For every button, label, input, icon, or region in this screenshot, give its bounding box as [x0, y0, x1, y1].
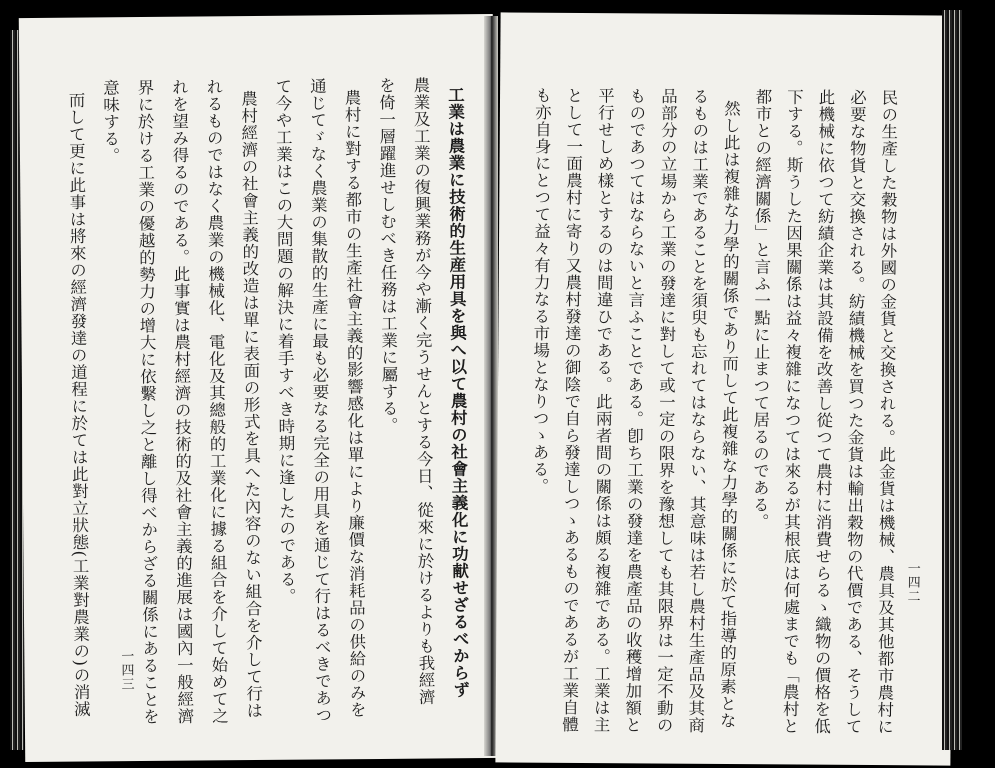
- right-page-text: [495, 12, 955, 765]
- left-page-text-line: 通じてゞなく農業の集散的生產に最も必要なる完全の用具を通じて行はるべきであつ: [307, 77, 332, 724]
- left-page-text-line: 而して更に此事は將來の經濟發達の道程に於ては此對立狀態(工業對農業の)の消滅: [65, 91, 91, 718]
- left-page-text-line: 農村經濟の社會主義的改造は單に表面の形式を具へた內容のない組合を介して行は: [238, 90, 263, 720]
- left-page-text-line: て今や工業はこの大問題の解決に着手すべき時期に逢したのである。: [272, 77, 297, 605]
- right-page-text-line: として一面農村に寄り又農村發達の御陰で自ら發達しつゝあるものであるが工業自體: [559, 86, 584, 733]
- left-page-text-line: を倚一層躍進せしむべき任務は工業に屬する。: [376, 76, 399, 434]
- left-page-number: 一四三: [118, 649, 134, 692]
- left-page-text-line: れを望み得るのである。此事實は農村經濟の技術的及社會主義的進展は國內一般經濟: [169, 78, 194, 725]
- left-page-text-line: 農業及工業の復興業務が今や漸く完うせんとする今日、從來に於けるよりも我經濟: [410, 76, 436, 706]
- right-page-text-line: 品部分の立場から工業の發達に對して或一定の限界を豫想しても其限界は一定不動の: [654, 87, 678, 734]
- right-page-text-line: 然し此は複雜な力學的關係であり而して此複雜な力學的關係に於て指導的原素とな: [717, 99, 741, 730]
- right-page-text-line: るものは工業であることを須臾も忘れてはならない、其意味は若し農村生產品及其商: [685, 87, 710, 734]
- left-page-text-line: 工業は農業に技術的生産用具を與へ以て農村の社會主義化に功献せざるべからず: [445, 86, 470, 699]
- left-page-text-line: 農村に對する都市の生產社會主義的影響感化は單により廉價な消耗品の供給のみを: [341, 89, 367, 719]
- left-page-text: [19, 14, 499, 762]
- right-page-text-line: 平行せしめ樣とするのは間違ひである。此兩者間の關係は頗る複雜である。工業は主: [591, 87, 615, 734]
- right-page-text-line: 民の生產した穀物は外國の金貨と交換される。此金貨は機械、農具及其他都市農村に: [874, 89, 899, 736]
- left-page-text-line: 界に於ける工業の優越的勢力の增大に依繫し之と離し得べからざる關係にあることを: [134, 78, 160, 726]
- right-page-text-line: 下する。斯うした因果關係は益々複雜になつては來るが其根底は何處までも「農村と: [780, 88, 804, 735]
- left-page: [19, 14, 499, 762]
- right-page-text-line: 此機械に依つて紡績企業は其設備を改善し從つて農村に消費せらるゝ織物の價格を低: [811, 88, 836, 735]
- right-page-text-line: も亦自身にとつて益々有力なる市場となりつゝある。: [529, 86, 552, 495]
- right-page-edge: [942, 10, 962, 750]
- left-page-text-line: れるものではなく農業の機械化、電化及其總般的工業化に據る組合を介して始めて之: [203, 78, 229, 725]
- right-page-text-line: 必要な物貨と交換される。紡績機械を買つた金貨は輸出穀物の代價である、そうして: [843, 88, 867, 735]
- right-page: [495, 12, 955, 765]
- left-page-text-line: 意味する。: [100, 79, 121, 165]
- right-page-text-line: 都市との經濟關係」と言ふ一點に止まつて居るのである。: [750, 88, 773, 531]
- right-page-number: 一四二: [904, 561, 920, 604]
- right-page-text-line: ものであつてはならないと言ふことである。卽ち工業の發達を農產品の收穫增加額と: [622, 87, 647, 734]
